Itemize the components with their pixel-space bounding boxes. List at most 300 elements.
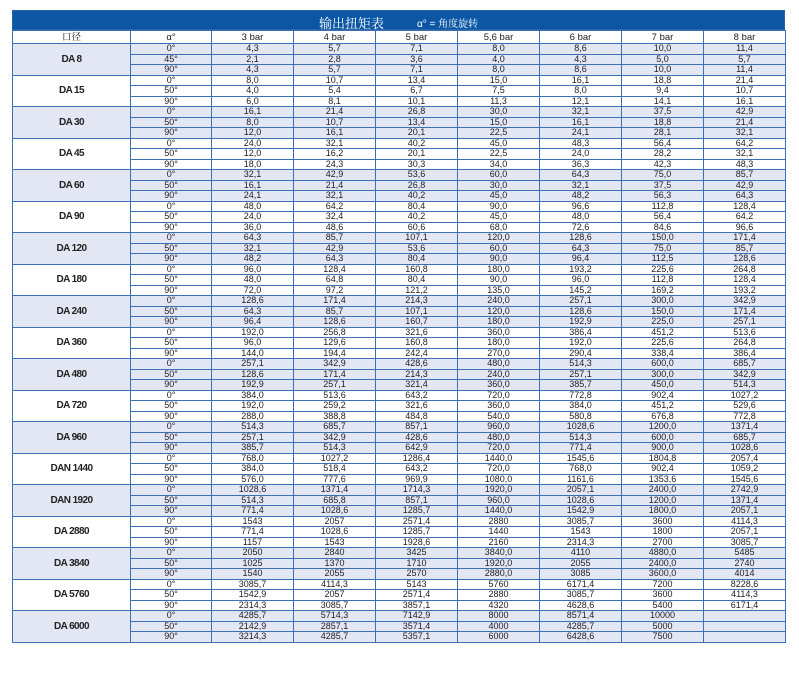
torque-cell: 518,4 [294, 464, 376, 475]
torque-cell: 45,0 [458, 212, 540, 223]
torque-cell: 32,1 [540, 180, 622, 191]
torque-cell: 257,1 [212, 432, 294, 443]
torque-cell: 192,0 [212, 327, 294, 338]
torque-cell: 90,0 [458, 254, 540, 265]
angle-cell: 90° [131, 96, 212, 107]
angle-cell: 90° [131, 537, 212, 548]
table-row [13, 485, 786, 496]
torque-cell: 1286,4 [376, 453, 458, 464]
torque-cell: 484,8 [376, 411, 458, 422]
torque-cell: 1928,6 [376, 537, 458, 548]
torque-cell: 1542,9 [540, 506, 622, 517]
table-row [13, 516, 786, 527]
torque-cell: 1353,6 [622, 474, 704, 485]
angle-cell: 50° [131, 369, 212, 380]
torque-cell: 8,6 [540, 65, 622, 76]
torque-cell: 6428,6 [540, 632, 622, 643]
torque-cell: 11,3 [458, 96, 540, 107]
torque-cell: 1028,6 [212, 485, 294, 496]
torque-cell: 4880,0 [622, 548, 704, 559]
torque-cell: 32,1 [212, 170, 294, 181]
angle-cell: 0° [131, 516, 212, 527]
torque-cell: 30,3 [376, 159, 458, 170]
torque-cell: 8571,4 [540, 611, 622, 622]
torque-cell: 342,9 [704, 369, 786, 380]
torque-cell: 642,9 [376, 443, 458, 454]
torque-cell: 8228,6 [704, 579, 786, 590]
torque-cell: 8000 [458, 611, 540, 622]
torque-cell: 64,3 [540, 243, 622, 254]
torque-cell: 3085,7 [294, 600, 376, 611]
torque-cell: 85,7 [294, 306, 376, 317]
torque-cell: 576,0 [212, 474, 294, 485]
torque-cell: 85,7 [294, 233, 376, 244]
torque-cell: 64,3 [212, 233, 294, 244]
torque-cell: 32,1 [294, 191, 376, 202]
torque-cell: 45,0 [458, 138, 540, 149]
torque-cell: 720,0 [458, 443, 540, 454]
torque-cell: 64,3 [704, 191, 786, 202]
torque-cell: 1027,2 [294, 453, 376, 464]
torque-cell: 21,4 [704, 75, 786, 86]
torque-cell: 85,7 [704, 170, 786, 181]
torque-cell: 771,4 [212, 506, 294, 517]
angle-cell: 90° [131, 348, 212, 359]
torque-cell: 75,0 [622, 243, 704, 254]
torque-cell: 150,0 [622, 233, 704, 244]
torque-cell: 5000 [622, 621, 704, 632]
torque-cell: 768,0 [540, 464, 622, 475]
torque-cell: 112,8 [622, 275, 704, 286]
torque-cell: 48,0 [540, 212, 622, 223]
torque-cell: 242,4 [376, 348, 458, 359]
table-row [13, 201, 786, 212]
torque-cell: 2057 [294, 590, 376, 601]
torque-cell: 12,0 [212, 128, 294, 139]
torque-cell: 960,0 [458, 422, 540, 433]
torque-cell: 56,3 [622, 191, 704, 202]
torque-cell: 16,1 [540, 75, 622, 86]
torque-cell: 2880 [458, 590, 540, 601]
torque-cell: 121,2 [376, 285, 458, 296]
model-cell: DA 180 [13, 264, 131, 296]
torque-cell: 451,2 [622, 327, 704, 338]
torque-cell: 11,4 [704, 65, 786, 76]
torque-cell: 321,6 [376, 401, 458, 412]
torque-cell: 96,4 [540, 254, 622, 265]
torque-cell: 128,6 [704, 254, 786, 265]
torque-cell: 2055 [294, 569, 376, 580]
torque-cell: 80,4 [376, 275, 458, 286]
table-row [13, 579, 786, 590]
torque-cell: 145,2 [540, 285, 622, 296]
torque-cell: 3214,3 [212, 632, 294, 643]
torque-cell: 128,4 [294, 264, 376, 275]
torque-cell: 22,5 [458, 128, 540, 139]
torque-cell: 32,1 [704, 128, 786, 139]
torque-cell: 4285,7 [294, 632, 376, 643]
torque-cell: 264,8 [704, 338, 786, 349]
torque-cell: 150,0 [622, 306, 704, 317]
torque-cell: 40,2 [376, 138, 458, 149]
torque-cell: 3085,7 [540, 516, 622, 527]
torque-cell: 128,6 [540, 306, 622, 317]
angle-cell: 0° [131, 296, 212, 307]
torque-cell: 342,9 [294, 359, 376, 370]
torque-cell: 96,0 [212, 264, 294, 275]
torque-cell: 902,4 [622, 390, 704, 401]
torque-cell: 1543 [212, 516, 294, 527]
torque-cell: 960,0 [458, 495, 540, 506]
model-cell: DA 360 [13, 327, 131, 359]
torque-cell: 171,4 [294, 296, 376, 307]
angle-cell: 90° [131, 159, 212, 170]
torque-cell: 768,0 [212, 453, 294, 464]
angle-cell: 90° [131, 474, 212, 485]
torque-cell: 257,1 [540, 369, 622, 380]
torque-cell: 120,0 [458, 233, 540, 244]
torque-cell: 321,6 [376, 327, 458, 338]
torque-cell: 2314,3 [212, 600, 294, 611]
torque-cell: 15,0 [458, 117, 540, 128]
torque-cell: 21,4 [294, 180, 376, 191]
angle-cell: 90° [131, 317, 212, 328]
angle-cell: 90° [131, 222, 212, 233]
torque-cell: 144,0 [212, 348, 294, 359]
torque-cell: 300,0 [622, 296, 704, 307]
torque-cell: 3857,1 [376, 600, 458, 611]
torque-cell: 42,9 [294, 243, 376, 254]
angle-cell: 90° [131, 443, 212, 454]
model-cell: DA 240 [13, 296, 131, 328]
torque-cell: 64,2 [704, 138, 786, 149]
torque-cell: 16,1 [540, 117, 622, 128]
model-cell: DAN 1440 [13, 453, 131, 485]
torque-cell: 16,2 [294, 149, 376, 160]
torque-cell: 97,2 [294, 285, 376, 296]
torque-cell: 80,4 [376, 201, 458, 212]
torque-cell: 969,9 [376, 474, 458, 485]
torque-cell: 36,3 [540, 159, 622, 170]
torque-cell: 18,8 [622, 117, 704, 128]
column-header: 4 bar [294, 31, 376, 44]
torque-cell: 40,2 [376, 191, 458, 202]
torque-cell: 290,4 [540, 348, 622, 359]
torque-cell: 64,8 [294, 275, 376, 286]
column-header: 7 bar [622, 31, 704, 44]
torque-cell: 64,3 [540, 170, 622, 181]
torque-cell: 4114,3 [294, 579, 376, 590]
angle-cell: 0° [131, 485, 212, 496]
torque-cell: 96,6 [540, 201, 622, 212]
angle-cell: 0° [131, 453, 212, 464]
angle-cell: 0° [131, 611, 212, 622]
torque-cell: 240,0 [458, 369, 540, 380]
torque-cell: 1920,0 [458, 485, 540, 496]
torque-cell: 300,0 [622, 369, 704, 380]
torque-cell: 6,7 [376, 86, 458, 97]
model-cell: DA 30 [13, 107, 131, 139]
torque-cell [704, 632, 786, 643]
model-cell: DA 960 [13, 422, 131, 454]
angle-cell: 0° [131, 579, 212, 590]
torque-cell: 8,0 [458, 44, 540, 55]
torque-cell: 68,0 [458, 222, 540, 233]
angle-cell: 50° [131, 338, 212, 349]
torque-cell: 30,0 [458, 180, 540, 191]
torque-cell: 257,1 [294, 380, 376, 391]
model-cell: DA 5760 [13, 579, 131, 611]
torque-cell: 4628,6 [540, 600, 622, 611]
torque-cell: 112,8 [622, 201, 704, 212]
torque-cell: 13,4 [376, 117, 458, 128]
torque-cell: 180,0 [458, 317, 540, 328]
torque-cell: 8,1 [294, 96, 376, 107]
torque-cell: 64,2 [704, 212, 786, 223]
torque-cell: 8,0 [212, 117, 294, 128]
torque-cell: 3085,7 [704, 537, 786, 548]
torque-cell: 259,2 [294, 401, 376, 412]
torque-cell: 32,1 [294, 138, 376, 149]
torque-cell: 48,0 [212, 201, 294, 212]
torque-cell: 16,1 [704, 96, 786, 107]
torque-cell: 720,0 [458, 390, 540, 401]
torque-cell: 96,6 [704, 222, 786, 233]
torque-cell: 1545,6 [540, 453, 622, 464]
torque-cell: 53,6 [376, 243, 458, 254]
torque-cell: 96,0 [540, 275, 622, 286]
angle-cell: 50° [131, 149, 212, 160]
torque-cell: 193,2 [540, 264, 622, 275]
torque-cell: 5760 [458, 579, 540, 590]
torque-cell: 34,0 [458, 159, 540, 170]
torque-cell: 16,1 [212, 107, 294, 118]
torque-cell: 1800 [622, 527, 704, 538]
torque-cell: 338,4 [622, 348, 704, 359]
angle-cell: 50° [131, 306, 212, 317]
torque-cell: 53,6 [376, 170, 458, 181]
torque-cell: 10,1 [376, 96, 458, 107]
angle-cell: 90° [131, 285, 212, 296]
torque-cell: 1440,0 [458, 506, 540, 517]
torque-cell: 384,0 [212, 390, 294, 401]
torque-cell: 90,0 [458, 201, 540, 212]
torque-cell: 8,6 [540, 44, 622, 55]
torque-cell: 225,6 [622, 264, 704, 275]
table-row [13, 264, 786, 275]
angle-cell: 50° [131, 401, 212, 412]
angle-cell: 45° [131, 54, 212, 65]
torque-cell: 48,0 [212, 275, 294, 286]
torque-cell: 5,4 [294, 86, 376, 97]
torque-cell: 1028,6 [294, 527, 376, 538]
angle-cell: 90° [131, 600, 212, 611]
torque-cell: 1157 [212, 537, 294, 548]
table-row [13, 390, 786, 401]
torque-cell: 128,4 [704, 275, 786, 286]
angle-cell: 90° [131, 569, 212, 580]
torque-cell: 107,1 [376, 233, 458, 244]
torque-cell: 384,0 [212, 464, 294, 475]
torque-cell: 32,1 [540, 107, 622, 118]
torque-cell: 342,9 [294, 432, 376, 443]
angle-cell: 50° [131, 495, 212, 506]
torque-cell: 720,0 [458, 464, 540, 475]
torque-cell: 1920,0 [458, 558, 540, 569]
angle-cell: 0° [131, 201, 212, 212]
angle-cell: 0° [131, 107, 212, 118]
torque-cell: 194,4 [294, 348, 376, 359]
angle-cell: 90° [131, 65, 212, 76]
torque-cell: 12,1 [540, 96, 622, 107]
torque-cell: 15,0 [458, 75, 540, 86]
torque-cell: 514,3 [540, 359, 622, 370]
torque-cell: 777,6 [294, 474, 376, 485]
torque-cell: 2057,1 [704, 506, 786, 517]
torque-cell: 1710 [376, 558, 458, 569]
torque-cell: 1540 [212, 569, 294, 580]
torque-cell: 643,2 [376, 464, 458, 475]
torque-cell: 3,6 [376, 54, 458, 65]
torque-cell: 2160 [458, 537, 540, 548]
torque-cell: 180,0 [458, 264, 540, 275]
torque-cell: 9,4 [622, 86, 704, 97]
torque-cell: 14,1 [622, 96, 704, 107]
model-cell: DA 3840 [13, 548, 131, 580]
torque-cell: 192,0 [540, 338, 622, 349]
angle-cell: 50° [131, 432, 212, 443]
torque-cell: 72,0 [212, 285, 294, 296]
torque-cell: 4,0 [458, 54, 540, 65]
torque-cell: 60,0 [458, 170, 540, 181]
torque-cell: 56,4 [622, 138, 704, 149]
torque-cell: 4285,7 [212, 611, 294, 622]
table-title: 输出扭矩表 [319, 16, 385, 31]
torque-cell: 160,7 [376, 317, 458, 328]
torque-cell: 28,2 [622, 149, 704, 160]
torque-cell: 8,0 [540, 86, 622, 97]
torque-cell: 4,0 [212, 86, 294, 97]
torque-cell: 5357,1 [376, 632, 458, 643]
torque-cell: 360,0 [458, 380, 540, 391]
torque-cell: 2057 [294, 516, 376, 527]
torque-cell: 20,1 [376, 128, 458, 139]
torque-cell: 480,0 [458, 359, 540, 370]
torque-cell: 1804,8 [622, 453, 704, 464]
torque-cell: 10,7 [294, 75, 376, 86]
torque-cell: 256,8 [294, 327, 376, 338]
torque-cell: 2880 [458, 516, 540, 527]
torque-cell: 2057,1 [704, 527, 786, 538]
torque-cell: 10,0 [622, 44, 704, 55]
angle-cell: 50° [131, 558, 212, 569]
torque-cell: 257,1 [540, 296, 622, 307]
torque-cell: 128,6 [540, 233, 622, 244]
torque-cell: 225,6 [622, 338, 704, 349]
torque-cell: 385,7 [540, 380, 622, 391]
torque-cell: 3600,0 [622, 569, 704, 580]
torque-table [12, 30, 786, 643]
torque-cell: 171,4 [704, 233, 786, 244]
torque-cell: 514,3 [540, 432, 622, 443]
torque-cell: 1285,7 [376, 527, 458, 538]
table-row [13, 327, 786, 338]
torque-cell: 3085 [540, 569, 622, 580]
torque-cell: 360,0 [458, 401, 540, 412]
angle-cell: 0° [131, 548, 212, 559]
torque-cell: 7500 [622, 632, 704, 643]
torque-cell: 85,7 [704, 243, 786, 254]
table-row [13, 422, 786, 433]
angle-cell: 50° [131, 180, 212, 191]
torque-cell: 2740 [704, 558, 786, 569]
torque-cell: 2571,4 [376, 516, 458, 527]
torque-cell: 5400 [622, 600, 704, 611]
torque-cell: 5,7 [294, 65, 376, 76]
torque-cell: 5143 [376, 579, 458, 590]
angle-cell: 90° [131, 411, 212, 422]
torque-cell: 514,3 [294, 443, 376, 454]
angle-cell: 0° [131, 359, 212, 370]
torque-cell: 2314,3 [540, 537, 622, 548]
column-header: 8 bar [704, 31, 786, 44]
angle-cell: 50° [131, 464, 212, 475]
torque-cell: 4320 [458, 600, 540, 611]
torque-cell: 4,3 [212, 65, 294, 76]
torque-cell: 3840,0 [458, 548, 540, 559]
torque-cell: 451,2 [622, 401, 704, 412]
table-row [13, 44, 786, 55]
table-row [13, 453, 786, 464]
torque-cell: 384,0 [540, 401, 622, 412]
torque-cell: 2,1 [212, 54, 294, 65]
torque-cell: 685,7 [704, 359, 786, 370]
torque-cell: 1543 [294, 537, 376, 548]
torque-cell: 2857,1 [294, 621, 376, 632]
table-row [13, 611, 786, 622]
angle-cell: 0° [131, 170, 212, 181]
torque-cell: 428,6 [376, 432, 458, 443]
torque-cell: 72,6 [540, 222, 622, 233]
torque-cell: 2880,0 [458, 569, 540, 580]
torque-cell: 48,2 [540, 191, 622, 202]
torque-cell: 580,8 [540, 411, 622, 422]
torque-cell: 48,3 [540, 138, 622, 149]
torque-cell: 42,9 [294, 170, 376, 181]
torque-cell: 676,8 [622, 411, 704, 422]
angle-cell: 90° [131, 632, 212, 643]
torque-cell: 4014 [704, 569, 786, 580]
torque-cell: 1080,0 [458, 474, 540, 485]
torque-cell: 214,3 [376, 296, 458, 307]
torque-cell: 2057,4 [704, 453, 786, 464]
torque-cell: 107,1 [376, 306, 458, 317]
column-header: 5 bar [376, 31, 458, 44]
torque-cell: 772,8 [704, 411, 786, 422]
torque-cell: 2742,9 [704, 485, 786, 496]
torque-cell: 1025 [212, 558, 294, 569]
torque-cell: 22,5 [458, 149, 540, 160]
torque-cell: 3085,7 [212, 579, 294, 590]
angle-cell: 50° [131, 590, 212, 601]
model-cell: DA 480 [13, 359, 131, 391]
torque-cell: 16,1 [294, 128, 376, 139]
angle-cell: 90° [131, 380, 212, 391]
torque-cell: 902,4 [622, 464, 704, 475]
header-row [13, 31, 786, 44]
torque-cell: 169,2 [622, 285, 704, 296]
torque-cell: 2700 [622, 537, 704, 548]
